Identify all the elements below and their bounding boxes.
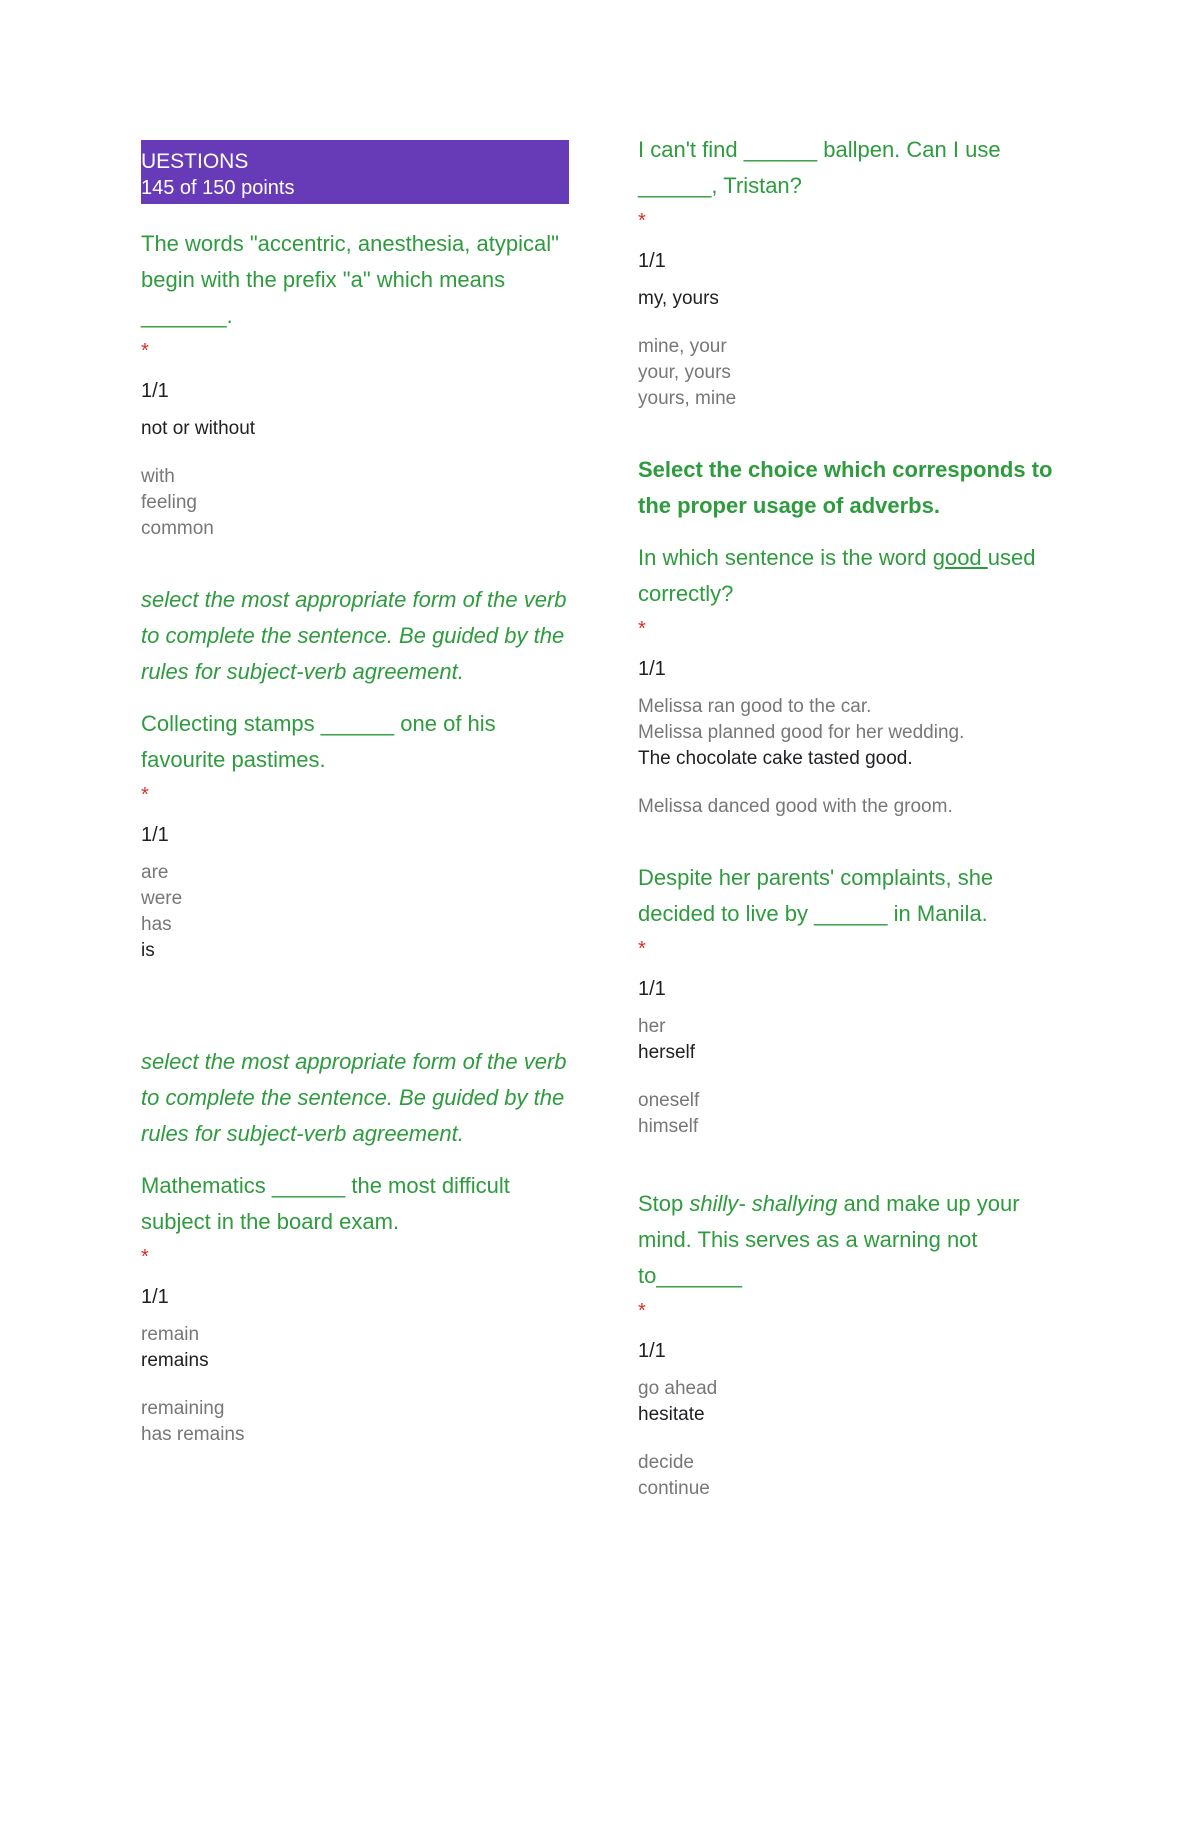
- question-7-text: [638, 1186, 1068, 1294]
- question-7-italic: shilly- shallying: [689, 1191, 838, 1216]
- answer-option[interactable]: continue: [638, 1478, 710, 1499]
- answer-option[interactable]: has remains: [141, 1424, 245, 1445]
- answer-option[interactable]: Melissa ran good to the car.: [638, 696, 872, 717]
- question-7-text-pre: Stop: [638, 1191, 690, 1216]
- answer-option[interactable]: remain: [141, 1324, 200, 1345]
- required-marker: *: [638, 210, 646, 232]
- question-7-score: 1/1: [638, 1340, 666, 1362]
- answer-option[interactable]: Melissa danced good with the groom.: [638, 796, 953, 817]
- answer-option[interactable]: remains: [141, 1350, 209, 1371]
- answer-option[interactable]: mine, your: [638, 336, 727, 357]
- answer-option[interactable]: himself: [638, 1116, 699, 1137]
- required-marker: *: [638, 938, 646, 960]
- question-6-score: 1/1: [638, 978, 666, 1000]
- answer-option[interactable]: decide: [638, 1452, 694, 1473]
- answer-option[interactable]: hesitate: [638, 1404, 705, 1425]
- answer-option[interactable]: yours, mine: [638, 388, 737, 409]
- question-2-score: 1/1: [141, 824, 169, 846]
- required-marker: *: [141, 784, 149, 806]
- section-title: Select the choice which corresponds to the proper usage of adverbs.: [638, 457, 1053, 518]
- answer-option[interactable]: Melissa planned good for her wedding.: [638, 722, 965, 743]
- answer-option[interactable]: are: [141, 862, 169, 883]
- answer-option[interactable]: feeling: [141, 492, 197, 513]
- answer-option[interactable]: common: [141, 518, 214, 539]
- answer-option[interactable]: were: [141, 888, 183, 909]
- question-1-score: 1/1: [141, 380, 169, 402]
- left-column: [141, 140, 571, 1448]
- answer-option[interactable]: her: [638, 1016, 666, 1037]
- question-6-text: Despite her parents' complaints, she decided to live by ______ in Manila.: [638, 865, 994, 926]
- answer-option[interactable]: with: [141, 466, 175, 487]
- question-3-score: 1/1: [141, 1286, 169, 1308]
- question-5-text-post: used correctly?: [638, 545, 1036, 606]
- section-instruction: select the most appropriate form of the verb to complete the sentence. Be guided by the rules for subject-verb agreement.: [141, 587, 567, 684]
- question-7-text-post: and make up your mind. This serves as a warning not to_______: [638, 1191, 1020, 1288]
- answer-option[interactable]: The chocolate cake tasted good.: [638, 748, 913, 769]
- right-column: [638, 137, 1068, 1502]
- question-5-text-pre: In which sentence is the word: [638, 545, 933, 570]
- answer-option[interactable]: herself: [638, 1042, 696, 1063]
- question-3-text: Mathematics ______ the most difficult subject in the board exam.: [141, 1173, 510, 1234]
- required-marker: *: [638, 618, 646, 640]
- question-2-text: Collecting stamps ______ one of his favourite pastimes.: [141, 711, 496, 772]
- required-marker: *: [141, 1246, 149, 1268]
- quiz-points: 145 of 150 points: [141, 177, 295, 199]
- answer-option[interactable]: your, yours: [638, 362, 731, 383]
- quiz-header: [141, 140, 569, 204]
- question-5-keyword: good: [932, 545, 988, 570]
- question-5-text: [638, 540, 1068, 612]
- question-4-score: 1/1: [638, 250, 666, 272]
- quiz-title: UESTIONS: [141, 150, 249, 173]
- answer-option[interactable]: go ahead: [638, 1378, 718, 1399]
- answer-option[interactable]: not or without: [141, 418, 256, 439]
- answer-option[interactable]: has: [141, 914, 172, 935]
- section-instruction: select the most appropriate form of the verb to complete the sentence. Be guided by the rules for subject-verb agreement.: [141, 1049, 567, 1146]
- question-1-text: The words "accentric, anesthesia, atypical" begin with the prefix "a" which means _______.: [141, 231, 559, 328]
- answer-option[interactable]: remaining: [141, 1398, 225, 1419]
- answer-option[interactable]: oneself: [638, 1090, 700, 1111]
- required-marker: *: [638, 1300, 646, 1322]
- answer-option[interactable]: is: [141, 940, 155, 961]
- question-5-score: 1/1: [638, 658, 666, 680]
- answer-option[interactable]: my, yours: [638, 288, 719, 309]
- question-4-text: I can't find ______ ballpen. Can I use ______, Tristan?: [638, 137, 1001, 198]
- required-marker: *: [141, 340, 149, 362]
